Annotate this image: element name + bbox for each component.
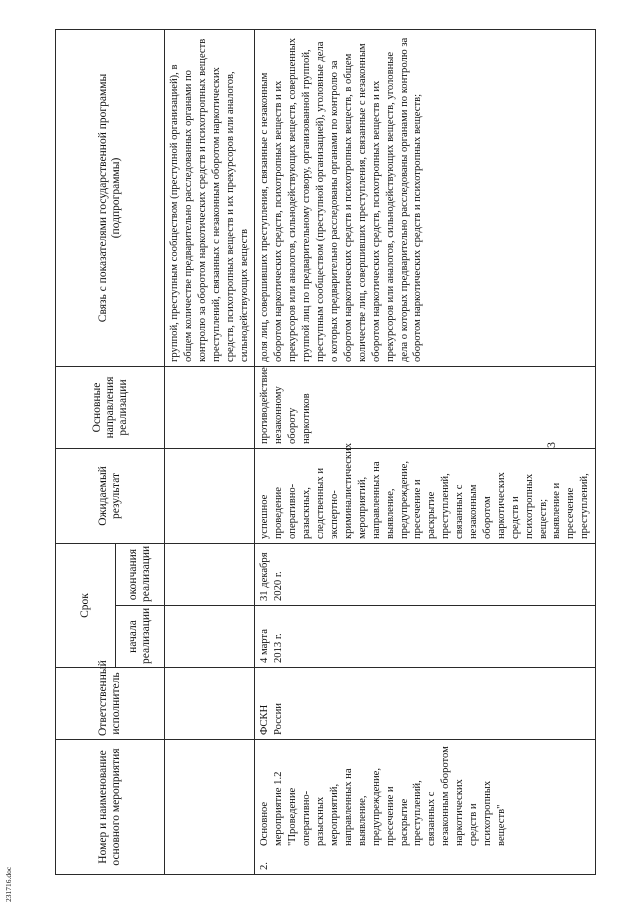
cont-cell-2 [165,668,255,740]
header-term: Срок [56,543,116,667]
rotated-table-container [55,30,600,875]
continuation-row [165,29,255,874]
page-number: 3 [544,442,558,448]
cont-cell-3 [165,606,255,668]
cont-cell-6 [165,366,255,448]
number-name-layout [258,744,508,870]
row-start: 4 марта 2013 г. [255,606,596,668]
cont-cell-1 [165,740,255,875]
program-table [55,29,596,875]
header-executor: Ответственный исполнитель [56,668,165,740]
row-directions: противодействие незаконному обороту наркотиков [255,366,596,448]
row-executor: ФСКН России [255,668,596,740]
row-result: успешное проведение оперативно-разыскных, следственных и экспертно-криминалистических мероприятий, направленных на выявление, предупреждение, пресечение и раскрытие преступлений, связанных с незаконным оборотом наркотических средств и психотропных веществ; выявление и пресечение преступлений, [255,448,596,543]
row-number: 2. [259,862,271,870]
table-row [255,29,596,874]
row-number-name-cell [255,740,596,875]
row-end: 31 декабря 2020 г. [255,543,596,605]
header-number-name: Номер и наименование основного мероприятия [56,740,165,875]
cont-cell-5 [165,448,255,543]
row-name: Основное мероприятие 1.2 "Проведение оперативно-разыскных мероприятий, направленных на выявление, предупреждение, пресечение и раскрытие преступлений, связанных с незаконным оборотом наркотических средств и психотропных веществ" [259,746,507,846]
row-link: доля лиц, совершивших преступления, связанные с незаконным оборотом наркотических средств, психотропных веществ и их прекурсоров или аналогов, сильнодействующих веществ, совершенных группой лиц по предварительному сговору, организованной группой, преступным сообществом (преступной организацией), уголовные дела о которых предварительно расследованы органами по контролю за оборотом наркотических средств и психотропных веществ, в общем количестве лиц, совершивших преступления, связанные с незаконным оборотом наркотических средств, психотропных веществ и их прекурсоров или аналогов, сильнодействующих веществ, уголовные дела о которых предварительно расследованы органами по контролю за оборотом наркотических средств и психотропных веществ; [255,29,596,366]
header-end: окончания реализации [116,543,165,605]
header-directions: Основные направления реализации [56,366,165,448]
cont-cell-4 [165,543,255,605]
continuation-text: группой, преступным сообществом (преступной организацией), в общем количестве предварительно расследованных органами по контролю за оборотом наркотических средств и психотропных веществ преступлений, связанных с незаконным оборотом наркотических средств, психотропных веществ и их прекурсоров или аналогов, сильнодействующих веществ [165,29,255,366]
header-row-1 [56,29,116,874]
header-start: начала реализации [116,606,165,668]
header-result: Ожидаемый результат [56,448,165,543]
document-id: 231716.doc [4,866,13,902]
header-link: Связь с показателями государственной программы (подпрограммы) [56,29,165,366]
